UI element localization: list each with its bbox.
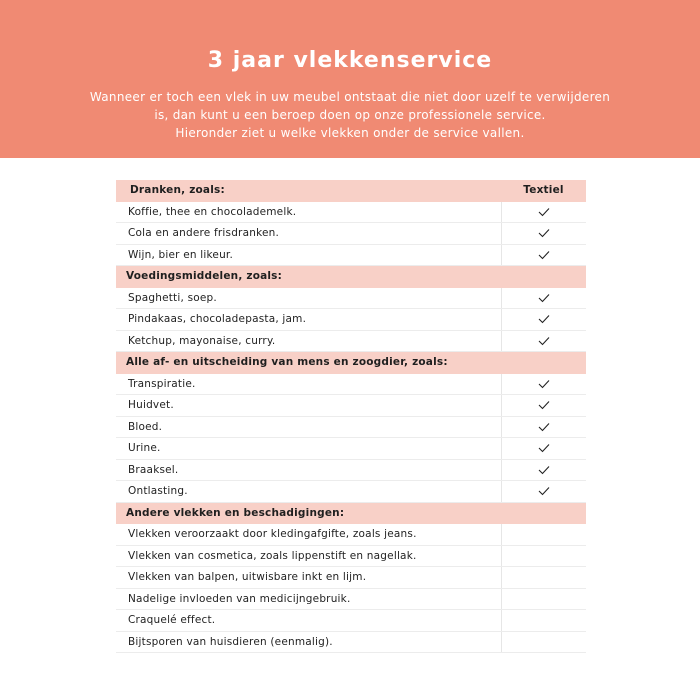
section-title: Alle af- en uitscheiding van mens en zoogdier, zoals: (126, 356, 448, 369)
column-spacer (501, 503, 586, 524)
textiel-cell (501, 567, 586, 588)
stain-label: Transpiratie. (128, 377, 196, 390)
checkmark-icon (538, 379, 550, 389)
table-row (116, 546, 586, 568)
stain-label: Vlekken veroorzaakt door kledingafgifte, zoals jeans. (128, 528, 417, 541)
header-banner (0, 0, 700, 158)
table-row (116, 395, 586, 417)
table-row (116, 202, 586, 224)
textiel-cell (501, 245, 586, 266)
textiel-cell (501, 331, 586, 352)
table-row (116, 309, 586, 331)
checkmark-icon (538, 465, 550, 475)
table-row (116, 481, 586, 503)
checkmark-icon (538, 400, 550, 410)
intro-line: Wanneer er toch een vlek in uw meubel ontstaat die niet door uzelf te verwijderen (89, 90, 611, 104)
stain-label: Craquelé effect. (128, 614, 216, 627)
checkmark-icon (538, 250, 550, 260)
checkmark-icon (538, 422, 550, 432)
textiel-cell (501, 288, 586, 309)
textiel-cell (501, 546, 586, 567)
textiel-cell (501, 223, 586, 244)
stain-label: Ontlasting. (128, 485, 188, 498)
stain-label: Ketchup, mayonaise, curry. (128, 334, 276, 347)
intro-line: is, dan kunt u een beroep doen op onze professionele service. (154, 108, 546, 122)
textiel-cell (501, 202, 586, 223)
intro-text (80, 88, 620, 142)
stain-label: Koffie, thee en chocolademelk. (128, 205, 297, 218)
stain-label: Wijn, bier en likeur. (128, 248, 234, 261)
intro-line: Hieronder ziet u welke vlekken onder de service vallen. (175, 126, 525, 140)
table-row (116, 245, 586, 267)
textiel-cell (501, 460, 586, 481)
stain-label: Spaghetti, soep. (128, 291, 217, 304)
section-header (116, 266, 586, 288)
stain-label: Huidvet. (128, 399, 174, 412)
table-row (116, 438, 586, 460)
textiel-cell (501, 589, 586, 610)
table-row (116, 331, 586, 353)
section-title: Andere vlekken en beschadigingen: (126, 506, 345, 519)
stain-label: Braaksel. (128, 463, 179, 476)
table-row (116, 589, 586, 611)
textiel-cell (501, 481, 586, 502)
section-title: Voedingsmiddelen, zoals: (126, 270, 283, 283)
stain-label: Pindakaas, chocoladepasta, jam. (128, 313, 307, 326)
table-row (116, 288, 586, 310)
stain-label: Bloed. (128, 420, 163, 433)
stain-label: Cola en andere frisdranken. (128, 227, 280, 240)
checkmark-icon (538, 443, 550, 453)
textiel-cell (501, 417, 586, 438)
stain-label: Vlekken van cosmetica, zoals lippenstift en nagellak. (128, 549, 417, 562)
page-title: 3 jaar vlekkenservice (207, 48, 493, 73)
table-row (116, 567, 586, 589)
stain-label: Bijtsporen van huisdieren (eenmalig). (128, 635, 333, 648)
table-row (116, 374, 586, 396)
textiel-cell (501, 438, 586, 459)
checkmark-icon (538, 314, 550, 324)
checkmark-icon (538, 336, 550, 346)
column-header-textiel: Textiel (523, 184, 564, 197)
textiel-cell (501, 374, 586, 395)
table-row (116, 460, 586, 482)
stain-label: Nadelige invloeden van medicijngebruik. (128, 592, 351, 605)
section-title: Dranken, zoals: (130, 184, 225, 197)
section-header (116, 180, 586, 202)
column-spacer (501, 352, 586, 373)
textiel-cell (501, 610, 586, 631)
table-row (116, 610, 586, 632)
checkmark-icon (538, 293, 550, 303)
checkmark-icon (538, 486, 550, 496)
section-header (116, 503, 586, 525)
textiel-cell (501, 524, 586, 545)
checkmark-icon (538, 228, 550, 238)
stain-label: Urine. (128, 442, 161, 455)
table-row (116, 223, 586, 245)
textiel-cell (501, 309, 586, 330)
table-row (116, 524, 586, 546)
table-row (116, 632, 586, 654)
textiel-cell (501, 395, 586, 416)
checkmark-icon (538, 207, 550, 217)
stain-table (116, 180, 586, 653)
stain-label: Vlekken van balpen, uitwisbare inkt en lijm. (128, 571, 367, 584)
section-header (116, 352, 586, 374)
textiel-cell (501, 632, 586, 653)
column-spacer (501, 266, 586, 287)
table-row (116, 417, 586, 439)
